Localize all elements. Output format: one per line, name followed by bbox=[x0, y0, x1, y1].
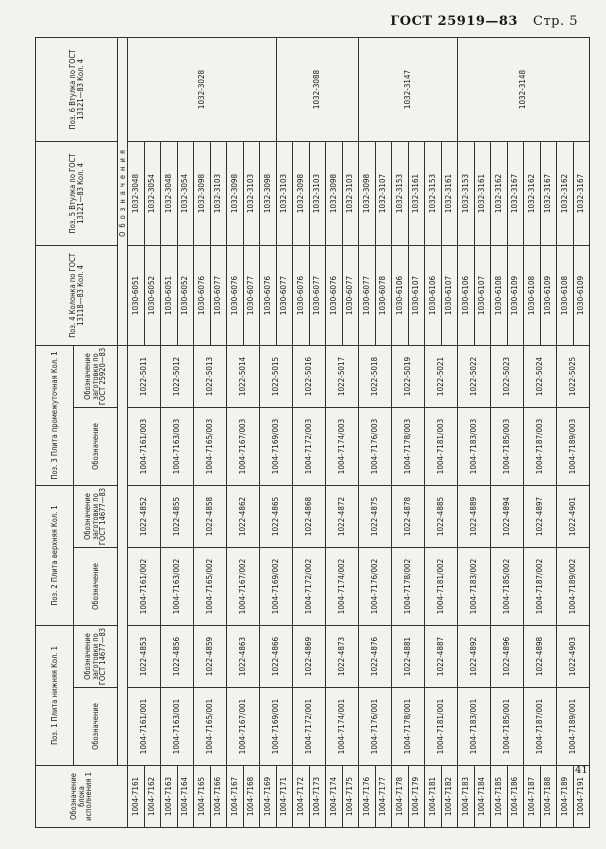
pos2-zag-cell: 1022-4878 bbox=[392, 485, 425, 547]
pos4-cell: 1030-6109 bbox=[540, 245, 557, 345]
pos1-cell: 1004-7187/001 bbox=[524, 688, 557, 766]
header-pos2-zag: Обозначение заготовки по ГОСТ 14677—83 bbox=[74, 485, 118, 547]
pos3-cell: 1004-7185/003 bbox=[491, 407, 524, 485]
pos3-zag-cell: 1022-5011 bbox=[128, 345, 161, 407]
pos2-zag-cell: 1022-4862 bbox=[227, 485, 260, 547]
block-cell: 1004-7162 bbox=[144, 766, 161, 828]
header-pos2-oboz: Обозначение bbox=[74, 547, 118, 625]
pos1-cell: 1004-7172/001 bbox=[293, 688, 326, 766]
pos5-cell: 1032-3103 bbox=[243, 141, 260, 245]
table-row bbox=[524, 37, 541, 827]
pos6-cell: 1032-3148 bbox=[458, 37, 590, 141]
header-pos5: Поз. 5 Втулка по ГОСТ 13121—83 Кол. 4 bbox=[36, 141, 118, 245]
block-cell: 1004-7178 bbox=[392, 766, 409, 828]
header-pos3-zag: Обозначение заготовки по ГОСТ 25920—83 bbox=[74, 345, 118, 407]
pos3-zag-cell: 1022-5012 bbox=[161, 345, 194, 407]
pos2-zag-cell: 1022-4868 bbox=[293, 485, 326, 547]
header-block: Обозначение блока исполнения 1 bbox=[36, 766, 128, 828]
table-row bbox=[425, 37, 442, 827]
pos6-cell: 1032-3028 bbox=[128, 37, 277, 141]
pos5-cell: 1032-3098 bbox=[359, 141, 376, 245]
block-cell: 1004-7188 bbox=[540, 766, 557, 828]
pos5-cell: 1032-3054 bbox=[144, 141, 161, 245]
block-cell: 1004-7163 bbox=[161, 766, 178, 828]
pos5-cell: 1032-3162 bbox=[557, 141, 574, 245]
pos2-cell: 1004-7189/002 bbox=[557, 547, 590, 625]
table-row bbox=[293, 37, 310, 827]
pos3-zag-cell: 1022-5015 bbox=[260, 345, 293, 407]
pos3-cell: 1004-7181/003 bbox=[425, 407, 458, 485]
pos1-zag-cell: 1022-4873 bbox=[326, 625, 359, 687]
pos2-cell: 1004-7181/002 bbox=[425, 547, 458, 625]
table-container bbox=[35, 38, 590, 828]
block-cell: 1004-7185 bbox=[491, 766, 508, 828]
table-row bbox=[227, 37, 244, 827]
header-subhead: Обозначения bbox=[118, 37, 128, 345]
pos1-zag-cell: 1022-4866 bbox=[260, 625, 293, 687]
pos4-cell: 1030-6077 bbox=[342, 245, 359, 345]
pos3-cell: 1004-7165/003 bbox=[194, 407, 227, 485]
pos3-cell: 1004-7163/003 bbox=[161, 407, 194, 485]
pos1-zag-cell: 1022-4892 bbox=[458, 625, 491, 687]
pos4-cell: 1030-6051 bbox=[128, 245, 145, 345]
block-cell: 1004-7172 bbox=[293, 766, 310, 828]
pos4-cell: 1030-6078 bbox=[375, 245, 392, 345]
pos4-cell: 1030-6076 bbox=[227, 245, 244, 345]
pos4-cell: 1030-6106 bbox=[392, 245, 409, 345]
pos1-cell: 1004-7183/001 bbox=[458, 688, 491, 766]
pos3-cell: 1004-7183/003 bbox=[458, 407, 491, 485]
pos2-zag-cell: 1022-4901 bbox=[557, 485, 590, 547]
block-cell: 1004-7184 bbox=[474, 766, 491, 828]
rotated-table bbox=[35, 38, 590, 828]
pos4-cell: 1030-6076 bbox=[293, 245, 310, 345]
block-cell: 1004-7165 bbox=[194, 766, 211, 828]
pos3-cell: 1004-7169/003 bbox=[260, 407, 293, 485]
pos4-cell: 1030-6108 bbox=[557, 245, 574, 345]
pos5-cell: 1032-3098 bbox=[227, 141, 244, 245]
pos1-zag-cell: 1022-4856 bbox=[161, 625, 194, 687]
block-cell: 1004-7167 bbox=[227, 766, 244, 828]
table-row bbox=[128, 37, 145, 827]
pos2-cell: 1004-7163/002 bbox=[161, 547, 194, 625]
pos4-cell: 1030-6076 bbox=[260, 245, 277, 345]
pos1-cell: 1004-7161/001 bbox=[128, 688, 161, 766]
block-cell: 1004-7171 bbox=[276, 766, 293, 828]
pos5-cell: 1032-3048 bbox=[128, 141, 145, 245]
table-row bbox=[260, 37, 277, 827]
pos3-zag-cell: 1022-5016 bbox=[293, 345, 326, 407]
pos1-zag-cell: 1022-4898 bbox=[524, 625, 557, 687]
pos3-zag-cell: 1022-5025 bbox=[557, 345, 590, 407]
block-cell: 1004-7183 bbox=[458, 766, 475, 828]
block-cell: 1004-7191 bbox=[573, 766, 590, 828]
table-row bbox=[491, 37, 508, 827]
table-row bbox=[392, 37, 409, 827]
pos5-cell: 1032-3098 bbox=[293, 141, 310, 245]
pos5-cell: 1032-3048 bbox=[161, 141, 178, 245]
pos3-zag-cell: 1022-5018 bbox=[359, 345, 392, 407]
pos2-zag-cell: 1022-4852 bbox=[128, 485, 161, 547]
pos1-zag-cell: 1022-4859 bbox=[194, 625, 227, 687]
block-cell: 1004-7182 bbox=[441, 766, 458, 828]
pos5-cell: 1032-3167 bbox=[540, 141, 557, 245]
table-row bbox=[557, 37, 574, 827]
pos5-cell: 1032-3107 bbox=[375, 141, 392, 245]
pos5-cell: 1032-3103 bbox=[276, 141, 293, 245]
block-cell: 1004-7169 bbox=[260, 766, 277, 828]
pos2-cell: 1004-7174/002 bbox=[326, 547, 359, 625]
pos5-cell: 1032-3167 bbox=[507, 141, 524, 245]
pos2-zag-cell: 1022-4858 bbox=[194, 485, 227, 547]
pos4-cell: 1030-6076 bbox=[326, 245, 343, 345]
pos2-cell: 1004-7178/002 bbox=[392, 547, 425, 625]
pos4-cell: 1030-6052 bbox=[177, 245, 194, 345]
pos2-zag-cell: 1022-4897 bbox=[524, 485, 557, 547]
pos2-cell: 1004-7167/002 bbox=[227, 547, 260, 625]
pos1-cell: 1004-7169/001 bbox=[260, 688, 293, 766]
pos3-zag-cell: 1022-5023 bbox=[491, 345, 524, 407]
block-cell: 1004-7181 bbox=[425, 766, 442, 828]
pos1-cell: 1004-7189/001 bbox=[557, 688, 590, 766]
pos3-cell: 1004-7174/003 bbox=[326, 407, 359, 485]
pos2-cell: 1004-7185/002 bbox=[491, 547, 524, 625]
table-body bbox=[128, 37, 590, 827]
pos5-cell: 1032-3153 bbox=[425, 141, 442, 245]
pos5-cell: 1032-3167 bbox=[573, 141, 590, 245]
pos5-cell: 1032-3098 bbox=[194, 141, 211, 245]
pos3-cell: 1004-7172/003 bbox=[293, 407, 326, 485]
header-pos3: Поз. 3 Плита промежуточная Кол. 1 bbox=[36, 345, 74, 485]
pos1-zag-cell: 1022-4896 bbox=[491, 625, 524, 687]
block-cell: 1004-7161 bbox=[128, 766, 145, 828]
pos1-zag-cell: 1022-4903 bbox=[557, 625, 590, 687]
pos4-cell: 1030-6052 bbox=[144, 245, 161, 345]
pos4-cell: 1030-6107 bbox=[408, 245, 425, 345]
block-cell: 1004-7179 bbox=[408, 766, 425, 828]
pos3-cell: 1004-7187/003 bbox=[524, 407, 557, 485]
pos4-cell: 1030-6106 bbox=[458, 245, 475, 345]
block-cell: 1004-7164 bbox=[177, 766, 194, 828]
pos1-cell: 1004-7176/001 bbox=[359, 688, 392, 766]
block-cell: 1004-7166 bbox=[210, 766, 227, 828]
pos2-zag-cell: 1022-4894 bbox=[491, 485, 524, 547]
pos3-cell: 1004-7178/003 bbox=[392, 407, 425, 485]
pos2-zag-cell: 1022-4875 bbox=[359, 485, 392, 547]
pos5-cell: 1032-3153 bbox=[392, 141, 409, 245]
pos3-zag-cell: 1022-5014 bbox=[227, 345, 260, 407]
block-cell: 1004-7175 bbox=[342, 766, 359, 828]
block-cell: 1004-7174 bbox=[326, 766, 343, 828]
pos3-cell: 1004-7161/003 bbox=[128, 407, 161, 485]
pos3-zag-cell: 1022-5019 bbox=[392, 345, 425, 407]
pos2-zag-cell: 1022-4855 bbox=[161, 485, 194, 547]
pos2-cell: 1004-7161/002 bbox=[128, 547, 161, 625]
table-row bbox=[359, 37, 376, 827]
pos3-zag-cell: 1022-5017 bbox=[326, 345, 359, 407]
pos1-cell: 1004-7185/001 bbox=[491, 688, 524, 766]
pos4-cell: 1030-6077 bbox=[243, 245, 260, 345]
pos4-cell: 1030-6077 bbox=[359, 245, 376, 345]
pos2-cell: 1004-7176/002 bbox=[359, 547, 392, 625]
pos4-cell: 1030-6106 bbox=[425, 245, 442, 345]
page-header bbox=[380, 14, 578, 29]
pos3-zag-cell: 1022-5024 bbox=[524, 345, 557, 407]
pos2-cell: 1004-7187/002 bbox=[524, 547, 557, 625]
header-pos1: Поз. 1 Плита нижняя Кол. 1 bbox=[36, 625, 74, 765]
block-cell: 1004-7177 bbox=[375, 766, 392, 828]
pos1-zag-cell: 1022-4869 bbox=[293, 625, 326, 687]
pos2-cell: 1004-7183/002 bbox=[458, 547, 491, 625]
block-cell: 1004-7186 bbox=[507, 766, 524, 828]
pos5-cell: 1032-3162 bbox=[524, 141, 541, 245]
header-pos4: Поз. 4 Колонка по ГОСТ 13118—83 Кол. 4 bbox=[36, 245, 118, 345]
pos4-cell: 1030-6076 bbox=[194, 245, 211, 345]
pos4-cell: 1030-6107 bbox=[441, 245, 458, 345]
block-cell: 1004-7187 bbox=[524, 766, 541, 828]
pos3-zag-cell: 1022-5013 bbox=[194, 345, 227, 407]
pos1-cell: 1004-7167/001 bbox=[227, 688, 260, 766]
pos6-cell: 1032-3088 bbox=[276, 37, 359, 141]
pos4-cell: 1030-6051 bbox=[161, 245, 178, 345]
pos5-cell: 1032-3098 bbox=[260, 141, 277, 245]
pos5-cell: 1032-3103 bbox=[210, 141, 227, 245]
pos5-cell: 1032-3161 bbox=[441, 141, 458, 245]
pos5-cell: 1032-3103 bbox=[309, 141, 326, 245]
table-row bbox=[161, 37, 178, 827]
table-row bbox=[326, 37, 343, 827]
header-pos3-oboz: Обозначение bbox=[74, 407, 118, 485]
pos4-cell: 1030-6077 bbox=[210, 245, 227, 345]
pos3-zag-cell: 1022-5022 bbox=[458, 345, 491, 407]
pos4-cell: 1030-6108 bbox=[524, 245, 541, 345]
pos5-cell: 1032-3103 bbox=[342, 141, 359, 245]
page-number: 41 bbox=[575, 765, 588, 776]
pos5-cell: 1032-3098 bbox=[326, 141, 343, 245]
pos1-cell: 1004-7163/001 bbox=[161, 688, 194, 766]
pos1-zag-cell: 1022-4881 bbox=[392, 625, 425, 687]
pos2-zag-cell: 1022-4885 bbox=[425, 485, 458, 547]
standard-number: ГОСТ 25919—83 bbox=[390, 14, 518, 29]
pos4-cell: 1030-6077 bbox=[276, 245, 293, 345]
pos1-cell: 1004-7165/001 bbox=[194, 688, 227, 766]
pos3-zag-cell: 1022-5021 bbox=[425, 345, 458, 407]
pos4-cell: 1030-6108 bbox=[491, 245, 508, 345]
pos4-cell: 1030-6077 bbox=[309, 245, 326, 345]
pos4-cell: 1030-6107 bbox=[474, 245, 491, 345]
table-row bbox=[458, 37, 475, 827]
pos3-cell: 1004-7176/003 bbox=[359, 407, 392, 485]
pos2-cell: 1004-7165/002 bbox=[194, 547, 227, 625]
pos2-zag-cell: 1022-4889 bbox=[458, 485, 491, 547]
header-pos1-zag: Обозначение заготовки по ГОСТ 14677—83 bbox=[74, 625, 118, 687]
parts-table bbox=[35, 37, 590, 828]
pos1-zag-cell: 1022-4863 bbox=[227, 625, 260, 687]
header-pos6: Поз. 6 Втулка по ГОСТ 13121—83 Кол. 4 bbox=[36, 37, 118, 141]
pos5-cell: 1032-3161 bbox=[408, 141, 425, 245]
pos2-cell: 1004-7169/002 bbox=[260, 547, 293, 625]
pos5-cell: 1032-3153 bbox=[458, 141, 475, 245]
pos5-cell: 1032-3161 bbox=[474, 141, 491, 245]
pos6-cell: 1032-3147 bbox=[359, 37, 458, 141]
block-cell: 1004-7176 bbox=[359, 766, 376, 828]
header-pos1-oboz: Обозначение bbox=[74, 688, 118, 766]
pos1-cell: 1004-7178/001 bbox=[392, 688, 425, 766]
page-label: Стр. 5 bbox=[533, 14, 578, 29]
pos1-zag-cell: 1022-4853 bbox=[128, 625, 161, 687]
pos2-cell: 1004-7172/002 bbox=[293, 547, 326, 625]
pos2-zag-cell: 1022-4872 bbox=[326, 485, 359, 547]
pos5-cell: 1032-3054 bbox=[177, 141, 194, 245]
pos1-zag-cell: 1022-4887 bbox=[425, 625, 458, 687]
pos3-cell: 1004-7167/003 bbox=[227, 407, 260, 485]
pos4-cell: 1030-6109 bbox=[507, 245, 524, 345]
header-pos2: Поз. 2 Плита верхняя Кол. 1 bbox=[36, 485, 74, 625]
block-cell: 1004-7168 bbox=[243, 766, 260, 828]
pos1-zag-cell: 1022-4876 bbox=[359, 625, 392, 687]
pos1-cell: 1004-7174/001 bbox=[326, 688, 359, 766]
table-row bbox=[194, 37, 211, 827]
pos1-cell: 1004-7181/001 bbox=[425, 688, 458, 766]
block-cell: 1004-7189 bbox=[557, 766, 574, 828]
pos2-zag-cell: 1022-4865 bbox=[260, 485, 293, 547]
pos5-cell: 1032-3162 bbox=[491, 141, 508, 245]
pos3-cell: 1004-7189/003 bbox=[557, 407, 590, 485]
block-cell: 1004-7173 bbox=[309, 766, 326, 828]
pos4-cell: 1030-6109 bbox=[573, 245, 590, 345]
